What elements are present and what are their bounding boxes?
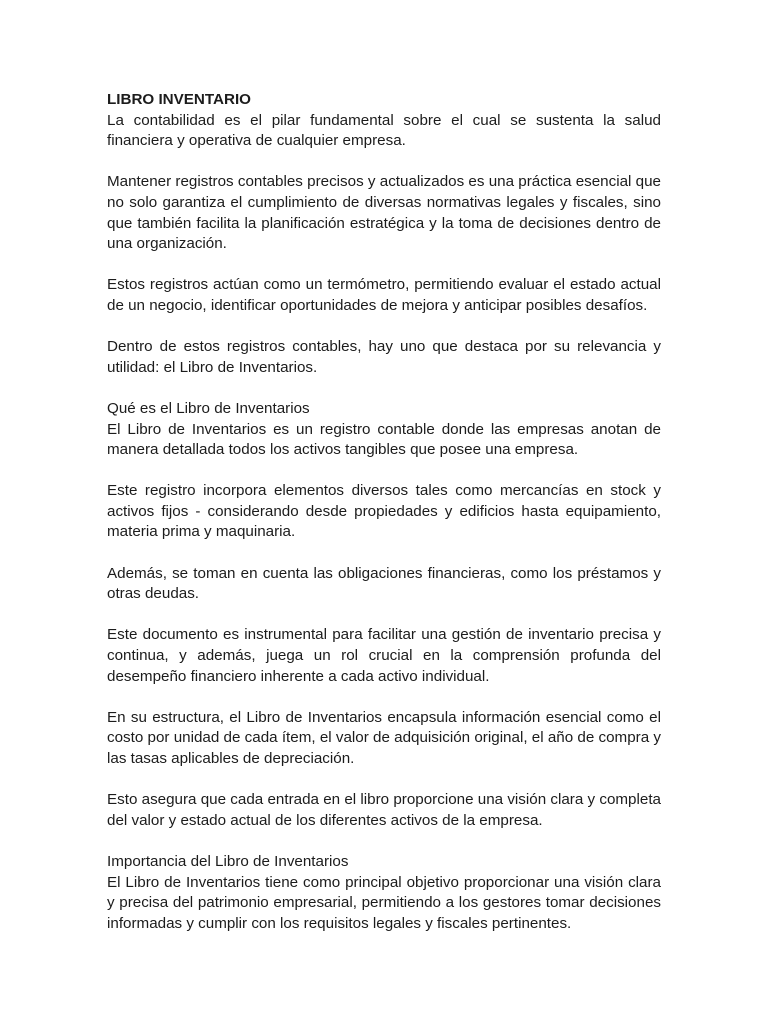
section-heading: Qué es el Libro de Inventarios bbox=[107, 399, 310, 417]
document-title: LIBRO INVENTARIO bbox=[107, 91, 251, 108]
paragraph: Además, se toman en cuenta las obligaciones financieras, como los préstamos y otras deudas. bbox=[107, 564, 661, 603]
paragraph: Este documento es instrumental para facilitar una gestión de inventario precisa y continua, y además, juega un rol crucial en la comprensión profunda del desempeño financiero inherente a cada activo individual. bbox=[107, 626, 661, 685]
section-que-es bbox=[107, 399, 661, 461]
paragraph: Mantener registros contables precisos y actualizados es una práctica esencial que no solo garantiza el cumplimiento de diversas normativas legales y fiscales, sino que también facilita la planificación estratégica y la toma de decisiones dentro de una organización. bbox=[107, 173, 661, 253]
paragraph: Estos registros actúan como un termómetro, permitiendo evaluar el estado actual de un negocio, identificar oportunidades de mejora y anticipar posibles desafíos. bbox=[107, 276, 661, 314]
intro-paragraph: La contabilidad es el pilar fundamental sobre el cual se sustenta la salud financiera y operativa de cualquier empresa. bbox=[107, 111, 661, 150]
section-importancia bbox=[107, 852, 661, 934]
paragraph: El Libro de Inventarios es un registro contable donde las empresas anotan de manera detallada todos los activos tangibles que posee una empresa. bbox=[107, 420, 661, 459]
section-heading: Importancia del Libro de Inventarios bbox=[107, 852, 349, 870]
document-page bbox=[107, 90, 661, 934]
paragraph: En su estructura, el Libro de Inventarios encapsula información esencial como el costo por unidad de cada ítem, el valor de adquisición original, el año de compra y las tasas aplicables de depreciación. bbox=[107, 708, 661, 767]
paragraph: Dentro de estos registros contables, hay uno que destaca por su relevancia y utilidad: el Libro de Inventarios. bbox=[107, 338, 661, 376]
paragraph: El Libro de Inventarios tiene como principal objetivo proporcionar una visión clara y precisa del patrimonio empresarial, permitiendo a los gestores tomar decisiones informadas y cumplir con los requisitos legales y fiscales pertinentes. bbox=[107, 873, 661, 932]
paragraph: Esto asegura que cada entrada en el libro proporcione una visión clara y completa del valor y estado actual de los diferentes activos de la empresa. bbox=[107, 791, 661, 829]
title-block bbox=[107, 90, 661, 152]
paragraph: Este registro incorpora elementos diversos tales como mercancías en stock y activos fijos - considerando desde propiedades y edificios hasta equipamiento, materia prima y maquinaria. bbox=[107, 482, 661, 541]
